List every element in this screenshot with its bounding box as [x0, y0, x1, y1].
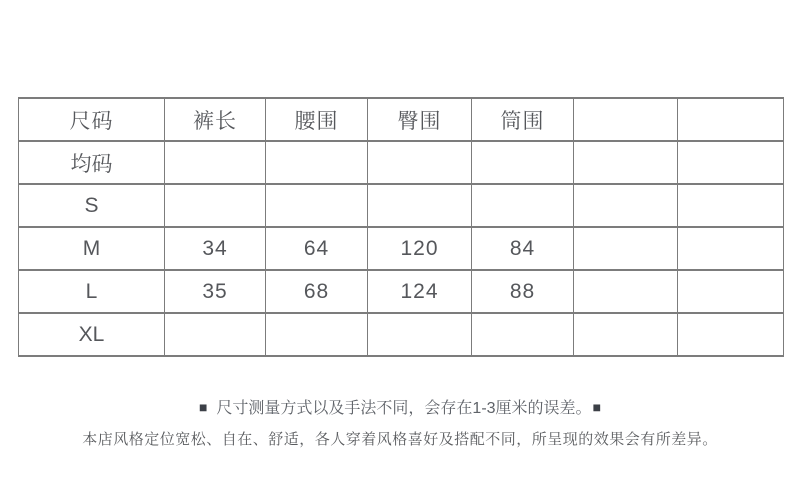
square-icon: ■: [198, 399, 208, 415]
row-label: 均码: [19, 141, 165, 184]
table-cell: [165, 184, 266, 227]
column-header-empty: [678, 98, 784, 141]
note-style: 本店风格定位宽松、自在、舒适，各人穿着风格喜好及搭配不同，所呈现的效果会有所差异。: [82, 431, 718, 448]
table-cell: 88: [472, 270, 574, 313]
size-chart-table: [18, 97, 784, 357]
table-row: [19, 270, 784, 313]
table-cell: [472, 184, 574, 227]
table-cell: [368, 184, 472, 227]
table-row: [19, 313, 784, 356]
table-header-row: [19, 98, 784, 141]
column-header-leg-opening: 筒围: [472, 98, 574, 141]
table-cell: 34: [165, 227, 266, 270]
table-cell: [678, 227, 784, 270]
table-cell: [266, 141, 368, 184]
table-cell: [368, 141, 472, 184]
note-measurement-text: 尺寸测量方式以及手法不同，会存在1-3厘米的误差。: [216, 400, 592, 417]
table-row: [19, 184, 784, 227]
row-label: S: [19, 184, 165, 227]
table-row: [19, 227, 784, 270]
note-measurement: [0, 396, 800, 420]
table-cell: 120: [368, 227, 472, 270]
square-icon: ■: [592, 399, 602, 415]
row-label: M: [19, 227, 165, 270]
column-header-size: 尺码: [19, 98, 165, 141]
table-cell: [678, 184, 784, 227]
table-cell: 68: [266, 270, 368, 313]
table-cell: [574, 184, 678, 227]
column-header-empty: [574, 98, 678, 141]
table-cell: [678, 270, 784, 313]
table-cell: [368, 313, 472, 356]
table-cell: [574, 141, 678, 184]
column-header-pants-length: 裤长: [165, 98, 266, 141]
table-cell: 124: [368, 270, 472, 313]
row-label: XL: [19, 313, 165, 356]
table-cell: 64: [266, 227, 368, 270]
column-header-waist: 腰围: [266, 98, 368, 141]
table-cell: [165, 313, 266, 356]
table-cell: [678, 313, 784, 356]
table-cell: [472, 141, 574, 184]
column-header-hip: 臀围: [368, 98, 472, 141]
table-cell: 84: [472, 227, 574, 270]
table-cell: [678, 141, 784, 184]
table-cell: [574, 313, 678, 356]
row-label: L: [19, 270, 165, 313]
table-cell: [266, 313, 368, 356]
table-row: [19, 141, 784, 184]
table-cell: [165, 141, 266, 184]
table-cell: 35: [165, 270, 266, 313]
table-cell: [574, 227, 678, 270]
table-cell: [266, 184, 368, 227]
table-cell: [574, 270, 678, 313]
table-cell: [472, 313, 574, 356]
